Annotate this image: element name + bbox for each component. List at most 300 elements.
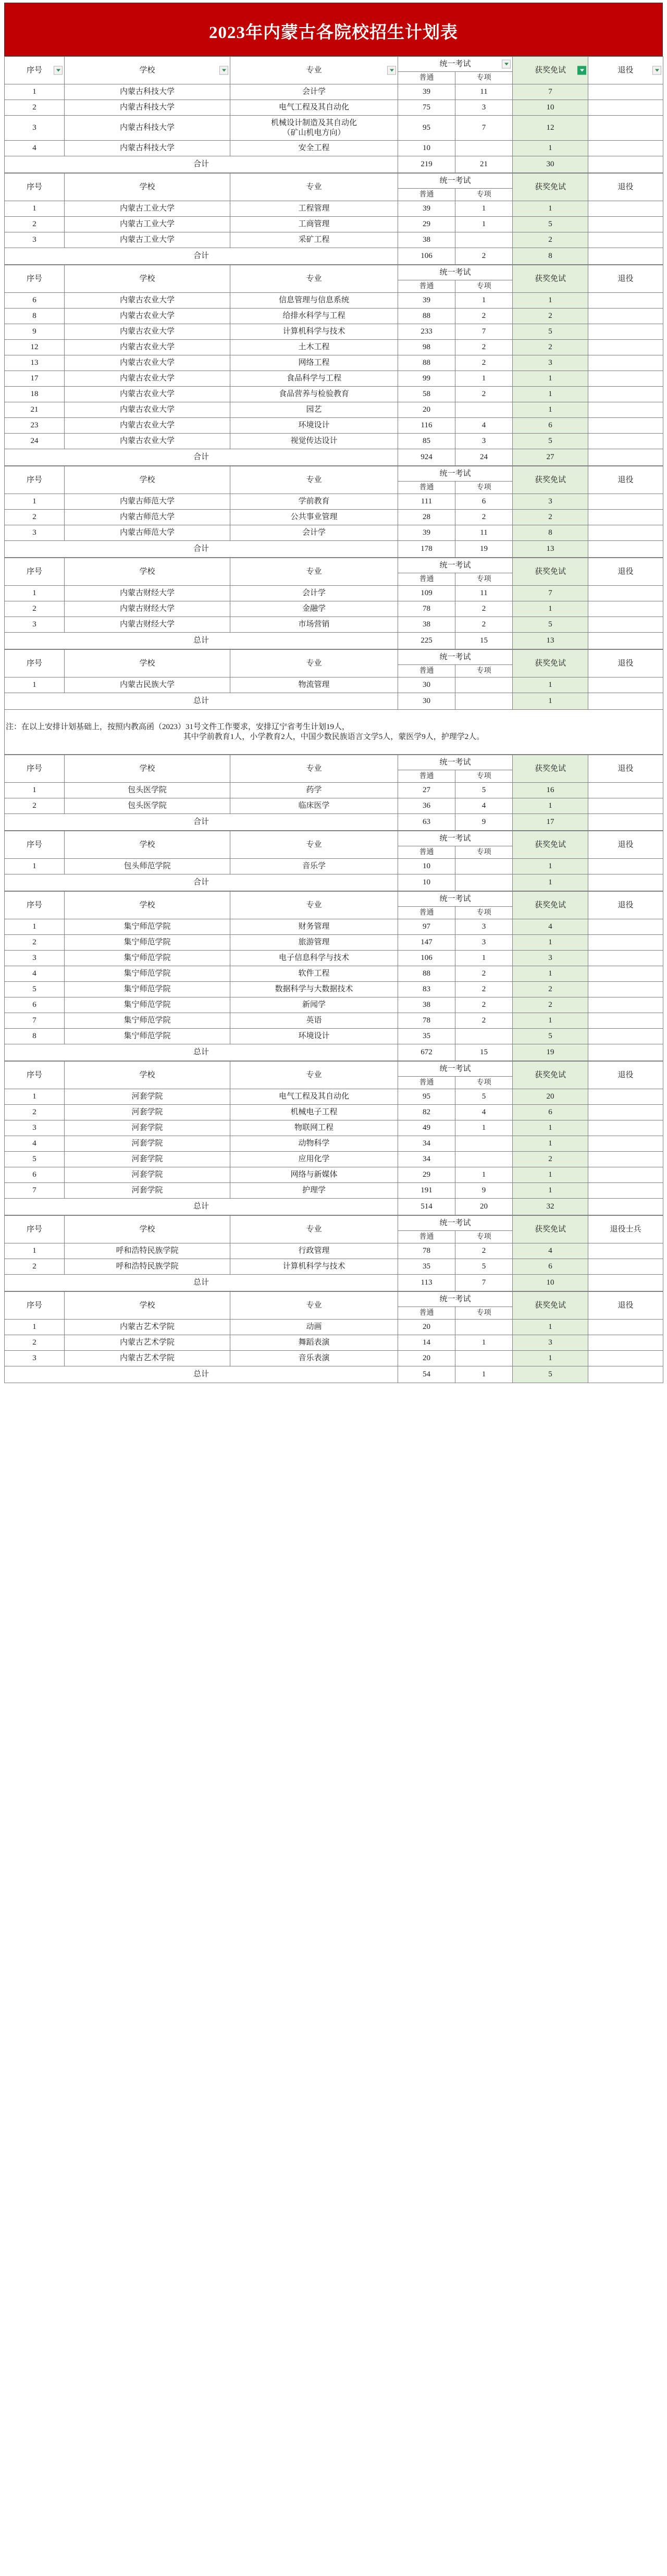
- cell-special: 1: [455, 1335, 513, 1351]
- cell-award-exempt: 2: [513, 982, 588, 997]
- cell-normal: 111: [398, 494, 455, 510]
- cell-veteran: [588, 201, 663, 217]
- cell-special: 2: [455, 601, 513, 617]
- cell-index: 24: [5, 434, 65, 449]
- cell-special: 4: [455, 798, 513, 814]
- column-header-special: 专项: [455, 770, 513, 783]
- cell-normal: 35: [398, 1259, 455, 1275]
- table-row: [5, 919, 663, 935]
- column-header-normal: 普通: [398, 189, 455, 201]
- cell-index: 2: [5, 1335, 65, 1351]
- cell-veteran: [588, 919, 663, 935]
- column-header-veteran: 退役: [588, 57, 663, 84]
- total-label: 总计: [5, 1044, 398, 1061]
- cell-normal: 109: [398, 586, 455, 601]
- total-award-exempt: 1: [513, 874, 588, 891]
- cell-school: 内蒙古艺术学院: [65, 1320, 230, 1335]
- cell-award-exempt: 1: [513, 1167, 588, 1183]
- cell-veteran: [588, 1136, 663, 1152]
- cell-veteran: [588, 510, 663, 525]
- cell-normal: 29: [398, 217, 455, 232]
- column-header-index: 序号: [5, 57, 65, 84]
- cell-index: 4: [5, 1136, 65, 1152]
- cell-school: 内蒙古工业大学: [65, 201, 230, 217]
- cell-special: 1: [455, 201, 513, 217]
- cell-major: 电气工程及其自动化: [230, 100, 398, 116]
- column-header-index: 序号: [5, 650, 65, 677]
- cell-special: 5: [455, 783, 513, 798]
- cell-normal: 95: [398, 1089, 455, 1105]
- cell-major: 会计学: [230, 525, 398, 541]
- cell-index: 2: [5, 1105, 65, 1120]
- cell-veteran: [588, 1320, 663, 1335]
- cell-school: 内蒙古农业大学: [65, 324, 230, 340]
- column-header-award-exempt: 获奖免试: [513, 265, 588, 293]
- chevron-down-icon: [504, 63, 509, 66]
- total-special: 2: [455, 248, 513, 265]
- total-normal: 514: [398, 1199, 455, 1215]
- total-label: 总计: [5, 1199, 398, 1215]
- column-header-unified-exam: 统一考试: [398, 466, 513, 482]
- cell-special: [455, 141, 513, 156]
- cell-veteran: [588, 1335, 663, 1351]
- column-header-normal: 普通: [398, 907, 455, 919]
- cell-award-exempt: 3: [513, 355, 588, 371]
- cell-veteran: [588, 100, 663, 116]
- table-header-row: [5, 831, 663, 846]
- cell-index: 3: [5, 116, 65, 141]
- table-row: [5, 141, 663, 156]
- cell-special: [455, 1320, 513, 1335]
- cell-major: 护理学: [230, 1183, 398, 1199]
- cell-award-exempt: 1: [513, 141, 588, 156]
- cell-award-exempt: 1: [513, 601, 588, 617]
- table-row: [5, 798, 663, 814]
- cell-veteran: [588, 402, 663, 418]
- cell-veteran: [588, 434, 663, 449]
- cell-special: 11: [455, 525, 513, 541]
- column-header-normal: 普通: [398, 770, 455, 783]
- column-header-special: 专项: [455, 1307, 513, 1320]
- cell-index: 3: [5, 1120, 65, 1136]
- column-header-unified-exam: 统一考试: [398, 1292, 513, 1307]
- cell-major: 应用化学: [230, 1152, 398, 1167]
- cell-veteran: [588, 141, 663, 156]
- column-header-normal: 普通: [398, 1077, 455, 1089]
- cell-index: 7: [5, 1183, 65, 1199]
- cell-award-exempt: 1: [513, 935, 588, 951]
- cell-award-exempt: 1: [513, 293, 588, 309]
- cell-school: 内蒙古科技大学: [65, 141, 230, 156]
- total-normal: 63: [398, 814, 455, 831]
- cell-normal: 98: [398, 340, 455, 355]
- cell-special: [455, 1152, 513, 1167]
- table-row: [5, 1183, 663, 1199]
- column-header-veteran: 退役: [588, 265, 663, 293]
- cell-school: 内蒙古工业大学: [65, 217, 230, 232]
- cell-veteran: [588, 1120, 663, 1136]
- cell-veteran: [588, 677, 663, 693]
- total-label: 合计: [5, 156, 398, 173]
- cell-award-exempt: 5: [513, 1029, 588, 1044]
- cell-major: 药学: [230, 783, 398, 798]
- cell-school: 内蒙古农业大学: [65, 293, 230, 309]
- cell-award-exempt: 4: [513, 1243, 588, 1259]
- cell-normal: 75: [398, 100, 455, 116]
- cell-normal: 58: [398, 387, 455, 402]
- total-label: 合计: [5, 814, 398, 831]
- column-header-unified-exam: 统一考试: [398, 265, 513, 280]
- cell-award-exempt: 1: [513, 1320, 588, 1335]
- column-header-index: 序号: [5, 174, 65, 201]
- column-header-major: 专业: [230, 755, 398, 783]
- column-header-award-exempt: 获奖免试: [513, 650, 588, 677]
- cell-veteran: [588, 340, 663, 355]
- table-header-row: [5, 57, 663, 72]
- column-header-unified-exam: 统一考试: [398, 755, 513, 770]
- cell-major: 网络工程: [230, 355, 398, 371]
- total-normal: 113: [398, 1275, 455, 1291]
- column-header-school: 学校: [65, 57, 230, 84]
- cell-major: 园艺: [230, 402, 398, 418]
- column-header-special: 专项: [455, 1077, 513, 1089]
- table-row: [5, 677, 663, 693]
- table-row: [5, 1152, 663, 1167]
- table-row: [5, 1089, 663, 1105]
- cell-special: 7: [455, 116, 513, 141]
- cell-veteran: [588, 1243, 663, 1259]
- total-normal: 54: [398, 1366, 455, 1383]
- cell-special: 4: [455, 418, 513, 434]
- total-special: 19: [455, 541, 513, 558]
- cell-special: 9: [455, 1183, 513, 1199]
- total-normal: 924: [398, 449, 455, 466]
- section-table-baotouyixueyuan: [4, 755, 663, 831]
- cell-veteran: [588, 1152, 663, 1167]
- total-special: 15: [455, 633, 513, 649]
- table-total-row: [5, 1275, 663, 1291]
- cell-school: 集宁师范学院: [65, 951, 230, 966]
- column-header-normal: 普通: [398, 1307, 455, 1320]
- cell-school: 包头医学院: [65, 798, 230, 814]
- cell-index: 6: [5, 1167, 65, 1183]
- filter-school[interactable]: [219, 66, 228, 75]
- cell-index: 3: [5, 1351, 65, 1366]
- column-header-school: 学校: [65, 831, 230, 859]
- cell-special: 11: [455, 586, 513, 601]
- filter-unified-a[interactable]: [502, 60, 511, 69]
- column-header-index: 序号: [5, 892, 65, 919]
- table-row: [5, 418, 663, 434]
- total-award-exempt: 8: [513, 248, 588, 265]
- cell-award-exempt: 6: [513, 1105, 588, 1120]
- cell-special: 5: [455, 1089, 513, 1105]
- cell-major: 金融学: [230, 601, 398, 617]
- total-award-exempt: 32: [513, 1199, 588, 1215]
- table-header-row: [5, 466, 663, 482]
- cell-normal: 38: [398, 617, 455, 633]
- table-row: [5, 201, 663, 217]
- cell-special: [455, 402, 513, 418]
- cell-index: 2: [5, 100, 65, 116]
- table-row: [5, 1259, 663, 1275]
- cell-special: 2: [455, 966, 513, 982]
- cell-index: 1: [5, 84, 65, 100]
- cell-index: 5: [5, 982, 65, 997]
- cell-award-exempt: 8: [513, 525, 588, 541]
- cell-school: 包头医学院: [65, 783, 230, 798]
- cell-school: 河套学院: [65, 1105, 230, 1120]
- column-header-special: 专项: [455, 573, 513, 586]
- cell-school: 内蒙古艺术学院: [65, 1335, 230, 1351]
- table-row: [5, 217, 663, 232]
- cell-school: 内蒙古师范大学: [65, 510, 230, 525]
- cell-major: 数据科学与大数据技术: [230, 982, 398, 997]
- cell-major: 英语: [230, 1013, 398, 1029]
- cell-veteran: [588, 324, 663, 340]
- column-header-normal: 普通: [398, 665, 455, 677]
- total-veteran: [588, 1366, 663, 1383]
- table-header-row: [5, 174, 663, 189]
- cell-normal: 85: [398, 434, 455, 449]
- column-header-veteran: 退役: [588, 831, 663, 859]
- cell-special: 5: [455, 1259, 513, 1275]
- cell-normal: 88: [398, 355, 455, 371]
- table-row: [5, 309, 663, 324]
- cell-veteran: [588, 601, 663, 617]
- table-row: [5, 1120, 663, 1136]
- cell-special: 1: [455, 293, 513, 309]
- cell-award-exempt: 1: [513, 1183, 588, 1199]
- cell-award-exempt: 2: [513, 309, 588, 324]
- table-row: [5, 935, 663, 951]
- table-row: [5, 601, 663, 617]
- column-header-award-exempt: 获奖免试: [513, 1062, 588, 1089]
- cell-veteran: [588, 309, 663, 324]
- column-header-index: 序号: [5, 1216, 65, 1243]
- cell-index: 1: [5, 1320, 65, 1335]
- total-label: 合计: [5, 449, 398, 466]
- cell-index: 4: [5, 966, 65, 982]
- column-header-index: 序号: [5, 558, 65, 586]
- total-award-exempt: 30: [513, 156, 588, 173]
- cell-school: 呼和浩特民族学院: [65, 1259, 230, 1275]
- cell-normal: 28: [398, 510, 455, 525]
- cell-normal: 36: [398, 798, 455, 814]
- column-header-unified-exam: 统一考试: [398, 558, 513, 573]
- column-header-unified-exam: 统一考试: [398, 1062, 513, 1077]
- cell-school: 集宁师范学院: [65, 919, 230, 935]
- cell-veteran: [588, 1105, 663, 1120]
- cell-major: 临床医学: [230, 798, 398, 814]
- title-banner: [4, 3, 663, 56]
- cell-special: 1: [455, 1167, 513, 1183]
- chevron-down-icon: [390, 69, 394, 72]
- cell-special: 2: [455, 309, 513, 324]
- cell-school: 内蒙古农业大学: [65, 387, 230, 402]
- cell-major: 动物科学: [230, 1136, 398, 1152]
- cell-school: 集宁师范学院: [65, 1029, 230, 1044]
- cell-major: 财务管理: [230, 919, 398, 935]
- cell-veteran: [588, 355, 663, 371]
- table-total-row: [5, 1366, 663, 1383]
- table-row: [5, 997, 663, 1013]
- table-row: [5, 293, 663, 309]
- table-row: [5, 324, 663, 340]
- cell-award-exempt: 1: [513, 798, 588, 814]
- cell-special: 2: [455, 510, 513, 525]
- cell-award-exempt: 1: [513, 1013, 588, 1029]
- cell-normal: 20: [398, 402, 455, 418]
- cell-special: 2: [455, 387, 513, 402]
- cell-award-exempt: 5: [513, 324, 588, 340]
- cell-major: 计算机科学与技术: [230, 324, 398, 340]
- cell-normal: 106: [398, 951, 455, 966]
- cell-school: 河套学院: [65, 1183, 230, 1199]
- cell-major: 动画: [230, 1320, 398, 1335]
- table-row: [5, 1029, 663, 1044]
- cell-major: 电气工程及其自动化: [230, 1089, 398, 1105]
- cell-index: 1: [5, 919, 65, 935]
- column-header-veteran: 退役: [588, 174, 663, 201]
- cell-normal: 233: [398, 324, 455, 340]
- column-header-major: 专业: [230, 650, 398, 677]
- column-header-normal: 普通: [398, 573, 455, 586]
- column-header-major: 专业: [230, 265, 398, 293]
- cell-veteran: [588, 293, 663, 309]
- cell-normal: 34: [398, 1152, 455, 1167]
- cell-special: 3: [455, 935, 513, 951]
- table-total-row: [5, 156, 663, 173]
- cell-major: 网络与新媒体: [230, 1167, 398, 1183]
- total-normal: 10: [398, 874, 455, 891]
- cell-normal: 147: [398, 935, 455, 951]
- cell-school: 河套学院: [65, 1089, 230, 1105]
- table-row: [5, 617, 663, 633]
- cell-index: 13: [5, 355, 65, 371]
- cell-award-exempt: 5: [513, 434, 588, 449]
- filter-major[interactable]: [387, 66, 396, 75]
- cell-major: 舞蹈表演: [230, 1335, 398, 1351]
- cell-award-exempt: 6: [513, 418, 588, 434]
- cell-major: 给排水科学与工程: [230, 309, 398, 324]
- cell-major: 视觉传达设计: [230, 434, 398, 449]
- cell-normal: 78: [398, 1013, 455, 1029]
- cell-veteran: [588, 935, 663, 951]
- cell-school: 集宁师范学院: [65, 966, 230, 982]
- table-row: [5, 1335, 663, 1351]
- total-veteran: [588, 156, 663, 173]
- column-header-special: 专项: [455, 72, 513, 84]
- cell-index: 1: [5, 1243, 65, 1259]
- section-table-hhhtminzu: [4, 1215, 663, 1291]
- cell-index: 8: [5, 309, 65, 324]
- section-table-yishuxueyuan: [4, 1291, 663, 1383]
- cell-veteran: [588, 951, 663, 966]
- cell-school: 河套学院: [65, 1136, 230, 1152]
- cell-index: 4: [5, 141, 65, 156]
- cell-special: 2: [455, 1013, 513, 1029]
- total-veteran: [588, 1275, 663, 1291]
- table-total-row: [5, 1199, 663, 1215]
- cell-index: 3: [5, 617, 65, 633]
- cell-special: 1: [455, 951, 513, 966]
- total-special: 1: [455, 1366, 513, 1383]
- cell-index: 1: [5, 494, 65, 510]
- cell-award-exempt: 4: [513, 919, 588, 935]
- cell-special: [455, 1351, 513, 1366]
- cell-major: 行政管理: [230, 1243, 398, 1259]
- table-total-row: [5, 874, 663, 891]
- table-row: [5, 494, 663, 510]
- total-veteran: [588, 449, 663, 466]
- cell-major: 工程管理: [230, 201, 398, 217]
- cell-special: 3: [455, 434, 513, 449]
- cell-veteran: [588, 371, 663, 387]
- cell-normal: 35: [398, 1029, 455, 1044]
- table-row: [5, 1136, 663, 1152]
- cell-special: [455, 677, 513, 693]
- note-line-1: 注：在以上安排计划基础上，按照内教高函（2023）31号文件工作要求，安排辽宁省考生计划19人，: [6, 722, 350, 731]
- total-award-exempt: 5: [513, 1366, 588, 1383]
- table-header-row: [5, 892, 663, 907]
- cell-veteran: [588, 387, 663, 402]
- cell-special: 2: [455, 355, 513, 371]
- column-header-normal: 普通: [398, 846, 455, 859]
- cell-special: 2: [455, 982, 513, 997]
- cell-school: 内蒙古农业大学: [65, 355, 230, 371]
- cell-school: 内蒙古科技大学: [65, 100, 230, 116]
- total-veteran: [588, 1044, 663, 1061]
- cell-award-exempt: 2: [513, 1152, 588, 1167]
- column-header-normal: 普通: [398, 280, 455, 293]
- table-row: [5, 371, 663, 387]
- cell-normal: 39: [398, 84, 455, 100]
- cell-normal: 88: [398, 966, 455, 982]
- column-header-major: 专业: [230, 466, 398, 494]
- column-header-award-exempt: 获奖免试: [513, 1292, 588, 1320]
- total-normal: 672: [398, 1044, 455, 1061]
- column-header-veteran: 退役: [588, 1062, 663, 1089]
- cell-school: 内蒙古工业大学: [65, 232, 230, 248]
- cell-special: 7: [455, 324, 513, 340]
- table-header-row: [5, 1292, 663, 1307]
- total-normal: 219: [398, 156, 455, 173]
- cell-major: 计算机科学与技术: [230, 1259, 398, 1275]
- section-table-jiningshifan: [4, 891, 663, 1061]
- cell-school: 河套学院: [65, 1152, 230, 1167]
- cell-special: [455, 1136, 513, 1152]
- cell-veteran: [588, 617, 663, 633]
- table-header-row: [5, 558, 663, 573]
- section-table-caijingdaxue: [4, 558, 663, 649]
- cell-major: 食品科学与工程: [230, 371, 398, 387]
- column-header-veteran: 退役: [588, 892, 663, 919]
- filter-award[interactable]: [577, 66, 586, 75]
- column-header-school: 学校: [65, 1292, 230, 1320]
- cell-index: 3: [5, 232, 65, 248]
- cell-school: 呼和浩特民族学院: [65, 1243, 230, 1259]
- cell-school: 内蒙古师范大学: [65, 494, 230, 510]
- chevron-down-icon: [222, 69, 226, 72]
- column-header-major: 专业: [230, 831, 398, 859]
- filter-index[interactable]: [54, 66, 63, 75]
- cell-veteran: [588, 1089, 663, 1105]
- filter-veteran[interactable]: [652, 66, 661, 75]
- cell-veteran: [588, 1259, 663, 1275]
- cell-school: 内蒙古农业大学: [65, 340, 230, 355]
- column-header-index: 序号: [5, 831, 65, 859]
